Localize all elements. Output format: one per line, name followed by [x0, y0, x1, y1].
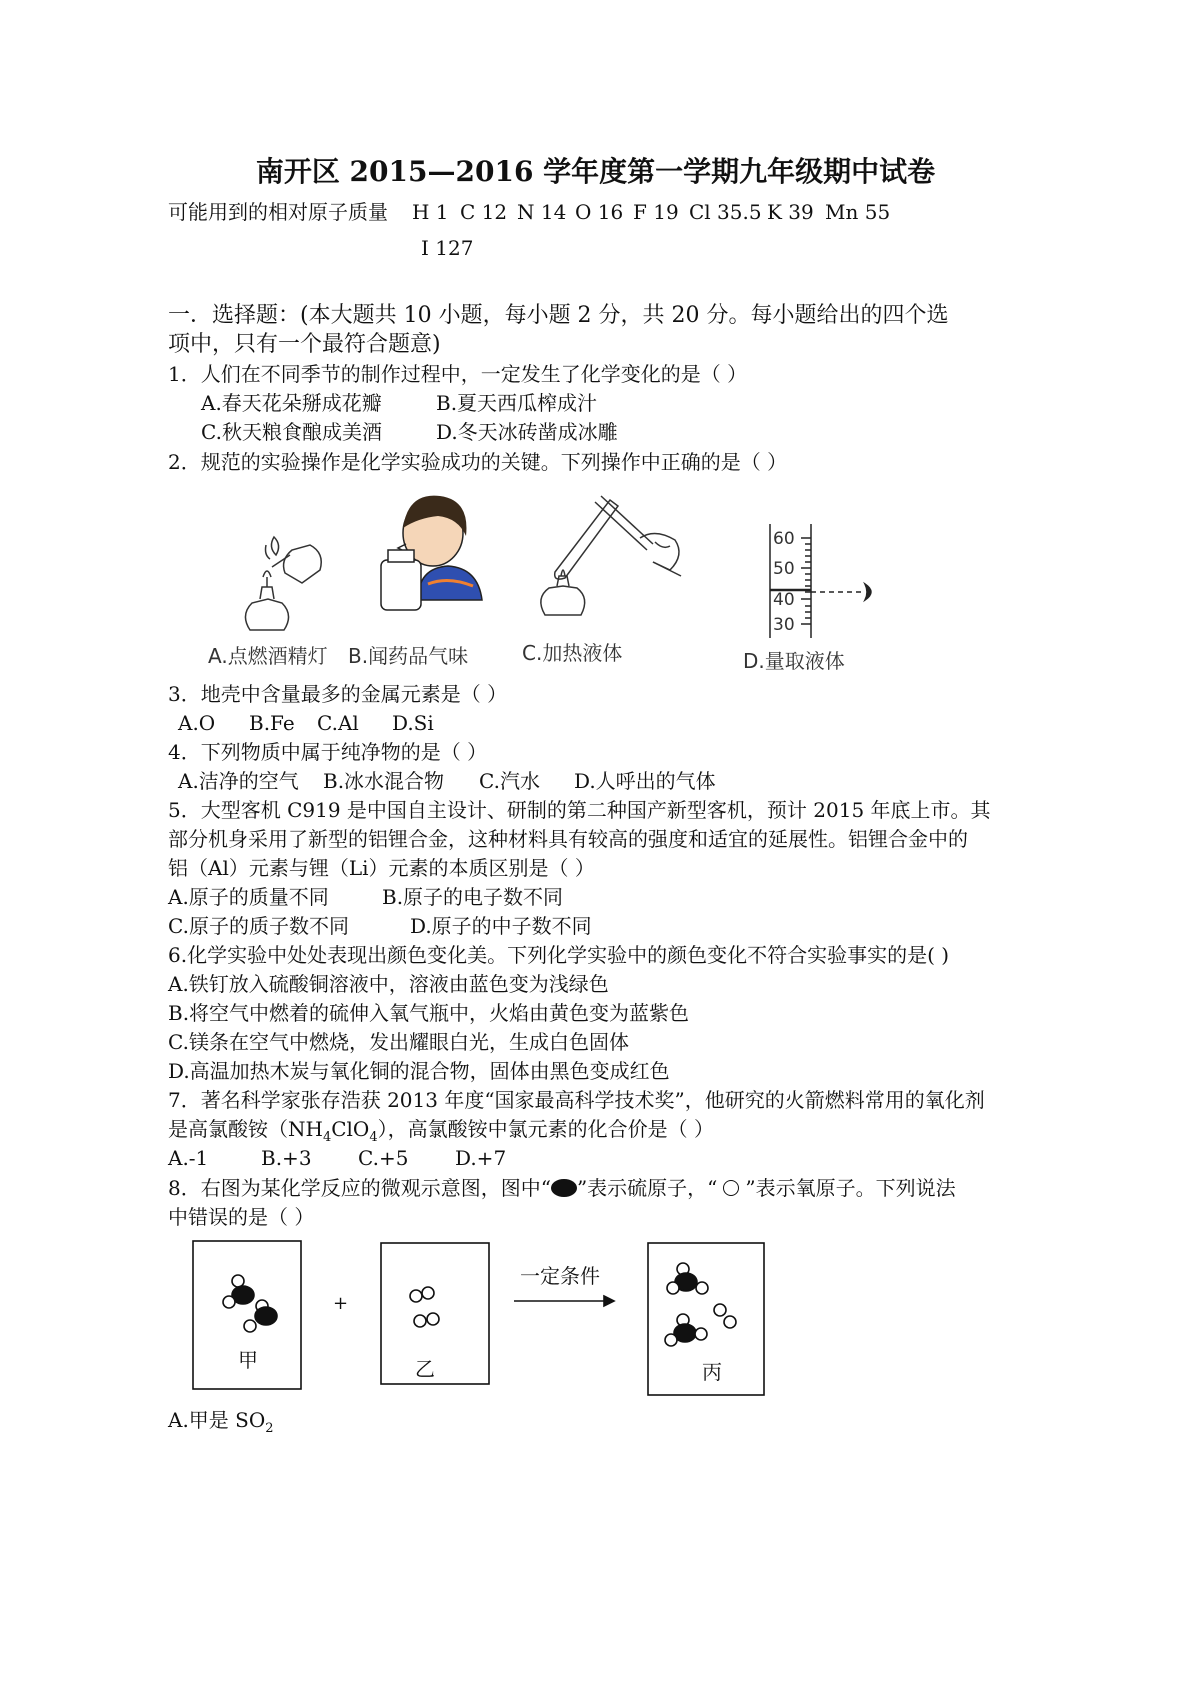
q7-option-b: B.+3 [261, 1146, 312, 1170]
q6-option-a: A.铁钉放入硫酸铜溶液中，溶液由蓝色变为浅绿色 [168, 972, 609, 996]
q5-line2: 部分机身采用了新型的铝锂合金，这种材料具有较高的强度和适宜的延展性。铝锂合金中的 [168, 827, 968, 851]
q6-option-c: C.镁条在空气中燃烧，发出耀眼白光，生成白色固体 [168, 1030, 629, 1054]
q2-stem: 2．规范的实验操作是化学实验成功的关键。下列操作中正确的是（ ） [168, 450, 788, 474]
q3-option-b: B.Fe [249, 711, 295, 735]
q3-option-a: A.O [178, 711, 216, 735]
q3-option-d: D.Si [392, 711, 434, 735]
q7-option-c: C.+5 [358, 1146, 409, 1170]
q3-stem: 3．地壳中含量最多的金属元素是（ ） [168, 682, 508, 706]
atomic-mass-label: 可能用到的相对原子质量 [168, 200, 388, 224]
q8-line1: 8．右图为某化学反应的微观示意图，图中“ ”表示硫原子，“ ”表示氧原子。下列说法 [168, 1176, 956, 1200]
cylinder-tick-60: 60 [773, 529, 795, 549]
q6-stem: 6.化学实验中处处表现出颜色变化美。下列化学实验中的颜色变化不符合实验事实的是( ) [168, 943, 950, 967]
atomic-mass-o: O 16 [575, 200, 624, 224]
q3-option-c: C.Al [317, 711, 359, 735]
box-label-bing: 丙 [702, 1360, 722, 1384]
cylinder-tick-50: 50 [773, 559, 795, 579]
sulfur-atom-icon [551, 1179, 577, 1197]
atomic-mass-f: F 19 [633, 200, 679, 224]
section-heading-line2: 项中，只有一个最符合题意) [168, 332, 441, 357]
smelling-figure [378, 488, 488, 618]
alcohol-lamp-figure [230, 525, 340, 640]
atomic-mass-k: K 39 [767, 200, 814, 224]
q4-option-c: C.汽水 [479, 769, 540, 793]
atomic-mass-h: H 1 [412, 200, 449, 224]
q1-option-c: C.秋天粮食酿成美酒 [201, 420, 382, 444]
box-label-jia: 甲 [238, 1348, 258, 1372]
q6-option-d: D.高温加热木炭与氧化铜的混合物，固体由黑色变成红色 [168, 1059, 670, 1083]
q7-option-d: D.+7 [455, 1146, 507, 1170]
oxygen-atom-icon [723, 1180, 739, 1196]
q7-line1: 7．著名科学家张存浩获 2013 年度“国家最高科学技术奖”，他研究的火箭燃料常用的氧化剂 [168, 1088, 985, 1112]
plus-sign: + [333, 1293, 349, 1314]
q8-line2: 中错误的是（ ） [168, 1205, 315, 1229]
q5-option-b: B.原子的电子数不同 [382, 885, 564, 909]
q5-option-c: C.原子的质子数不同 [168, 914, 349, 938]
q6-option-b: B.将空气中燃着的硫伸入氧气瓶中，火焰由黄色变为蓝紫色 [168, 1001, 690, 1025]
section-heading-line1: 一．选择题：(本大题共 10 小题，每小题 2 分，共 20 分。每小题给出的四个选 [168, 303, 949, 328]
cylinder-tick-30: 30 [773, 615, 795, 635]
atomic-mass-i: I 127 [421, 236, 474, 260]
q2-label-a: A.点燃酒精灯 [208, 644, 328, 668]
q5-option-a: A.原子的质量不同 [168, 885, 329, 909]
q1-stem: 1．人们在不同季节的制作过程中，一定发生了化学变化的是（ ） [168, 362, 748, 386]
q5-line1: 5．大型客机 C919 是中国自主设计、研制的第二种国产新型客机，预计 2015 年底上市。其 [168, 798, 991, 822]
q1-option-b: B.夏天西瓜榨成汁 [436, 391, 598, 415]
heating-liquid-figure [535, 490, 695, 630]
q4-option-b: B.冰水混合物 [323, 769, 445, 793]
q4-option-d: D.人呼出的气体 [574, 769, 716, 793]
atomic-mass-c: C 12 [460, 200, 508, 224]
q7-line2: 是高氯酸铵$(NH_4ClO_4)$，高氯酸铵中氯元素的化合价是（ ） [168, 1117, 714, 1145]
reaction-diagram [192, 1240, 772, 1400]
q4-stem: 4．下列物质中属于纯净物的是（ ） [168, 740, 488, 764]
reaction-condition: 一定条件 [520, 1264, 600, 1288]
q1-option-a: A.春天花朵掰成花瓣 [201, 391, 382, 415]
atomic-mass-n: N 14 [517, 200, 567, 224]
atomic-mass-cl: Cl 35.5 [689, 200, 762, 224]
q2-label-d: D.量取液体 [743, 649, 845, 673]
q5-option-d: D.原子的中子数不同 [410, 914, 592, 938]
q7-option-a: A.-1 [168, 1146, 209, 1170]
q2-label-c: C.加热液体 [522, 641, 623, 665]
q4-option-a: A.洁净的空气 [178, 769, 299, 793]
q5-line3: 铝（Al）元素与锂（Li）元素的本质区别是（ ） [168, 856, 595, 880]
box-label-yi: 乙 [415, 1357, 435, 1381]
atomic-mass-mn: Mn 55 [825, 200, 891, 224]
cylinder-tick-40: 40 [773, 590, 795, 610]
page-title: 南开区 2015—2016 学年度第一学期九年级期中试卷 [255, 155, 936, 188]
q2-label-b: B.闻药品气味 [348, 644, 469, 668]
q1-option-d: D.冬天冰砖凿成冰雕 [436, 420, 618, 444]
q8-option-a: A.甲是 $SO_2$ [168, 1408, 274, 1436]
